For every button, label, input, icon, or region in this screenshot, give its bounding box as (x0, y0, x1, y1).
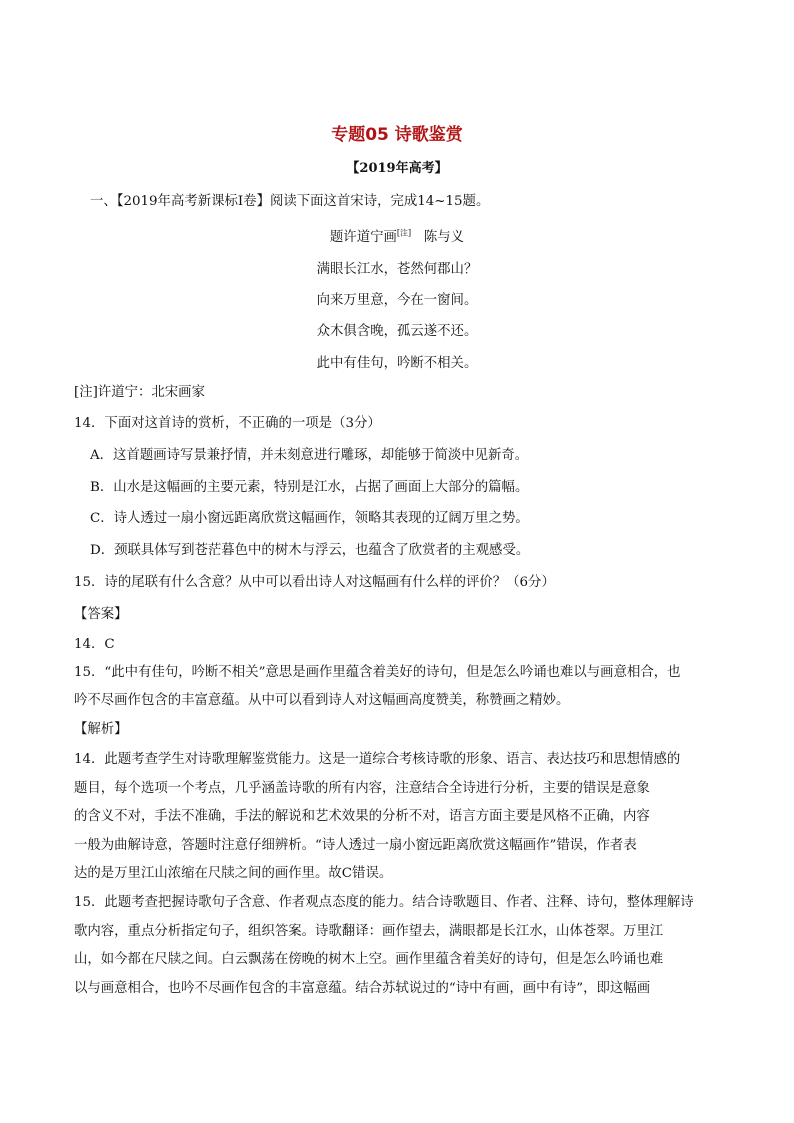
section-subtitle: 【2019年高考】 (346, 161, 448, 176)
poem-annotation: [注]许道宁：北宋画家 (74, 385, 205, 400)
answer-15-line: 15．“此中有佳句，吟断不相关”意思是画作里蕴含着美好的诗句，但是怎么吟诵也难以与画意相合，也 (74, 665, 681, 680)
option-c: C．诗人透过一扇小窗远距离欣赏这幅画作，领略其表现的辽阔万里之势。 (90, 511, 529, 526)
question-intro: 一、【2019年高考新课标Ⅰ卷】阅读下面这首宋诗，完成14~15题。 (90, 194, 490, 209)
option-d: D．颈联具体写到苍茫暮色中的树木与浮云，也蕴含了欣赏者的主观感受。 (90, 543, 530, 558)
poem-heading (0, 226, 794, 245)
analysis-15-line: 歌内容，重点分析指定句子，组织答案。诗歌翻译：画作望去，满眼都是长江水，山体苍翠。万里江 (74, 924, 664, 939)
analysis-14-line: 题目，每个选项一个考点，几乎涵盖诗歌的所有内容，注意结合全诗进行分析，主要的错误是意象 (74, 781, 650, 796)
answer-14: 14．C (74, 637, 115, 652)
analysis-label: 【解析】 (74, 722, 128, 737)
poem-title: 题许道宁画 (329, 230, 397, 245)
option-a: A．这首题画诗写景兼抒情，并未刻意进行雕琢，却能够于简淡中见新奇。 (90, 448, 529, 463)
analysis-14-line: 一般为曲解诗意，答题时注意仔细辨析。“诗人透过一扇小窗远距离欣赏这幅画作”错误，作者表 (74, 838, 637, 853)
poem-line: 向来万里意，今在一窗间。 (316, 293, 478, 308)
analysis-14-line: 达的是万里江山浓缩在尺牍之间的画作里。故C错误。 (74, 866, 393, 881)
analysis-15-line: 15．此题考查把握诗歌句子含意、作者观点态度的能力。结合诗歌题目、作者、注释、诗句，整体理解诗 (74, 895, 694, 910)
analysis-15-line: 以与画意相合，也吟不尽画作包含的丰富意蕴。结合苏轼说过的“诗中有画，画中有诗”，即这幅画 (74, 981, 651, 996)
poem-note-mark: [注] (396, 228, 412, 238)
poem-line: 众木俱含晚，孤云遂不还。 (316, 324, 478, 339)
question-15: 15．诗的尾联有什么含意？从中可以看出诗人对这幅画有什么样的评价？（6分） (74, 575, 555, 590)
poem-author: 陈与义 (423, 230, 465, 245)
analysis-14-line: 的含义不对，手法不准确，手法的解说和艺术效果的分析不对，语言方面主要是风格不正确，内容 (74, 809, 650, 824)
answer-label: 【答案】 (74, 607, 128, 622)
answer-15-line: 吟不尽画作包含的丰富意蕴。从中可以看到诗人对这幅画高度赞美，称赞画之精妙。 (74, 693, 570, 708)
option-b: B．山水是这幅画的主要元素，特别是江水，占据了画面上大部分的篇幅。 (90, 480, 529, 495)
analysis-14-line: 14．此题考查学生对诗歌理解鉴赏能力。这是一道综合考核诗歌的形象、语言、表达技巧和思想情感的 (74, 752, 681, 767)
page-title: 专题05 诗歌鉴赏 (331, 125, 463, 145)
question-14: 14．下面对这首诗的赏析，不正确的一项是（3分） (74, 416, 381, 431)
poem-line: 此中有佳句，吟断不相关。 (316, 356, 478, 371)
poem-line: 满眼长江水，苍然何郡山？ (316, 262, 478, 277)
analysis-15-line: 山，如今都在尺牍之间。白云飘荡在傍晚的树木上空。画作里蕴含着美好的诗句，但是怎么吟诵也难 (74, 952, 664, 967)
